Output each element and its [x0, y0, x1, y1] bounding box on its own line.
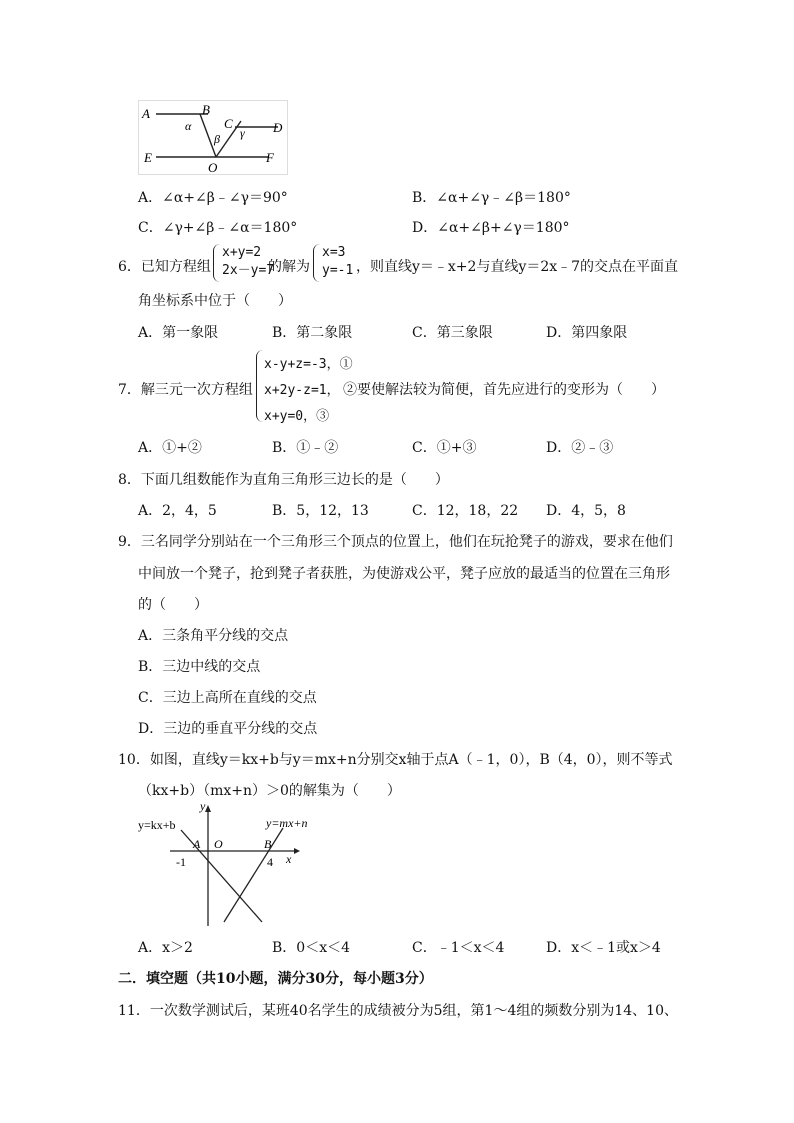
point-a-label: A	[142, 106, 150, 121]
q6-option-c: C．第三象限	[412, 325, 493, 341]
q9-option-a: A．三条角平分线的交点	[138, 628, 289, 644]
label-mx-n: y=mx+n	[266, 816, 308, 830]
q9-line-2: 中间放一个凳子，抢到凳子者获胜，为使游戏公平，凳子应放的最适当的位置在三角形	[138, 566, 670, 582]
section-2-title: 二．填空题（共10小题，满分30分，每小题3分）	[118, 971, 433, 987]
q10-option-c: C．﹣1＜x＜4	[412, 940, 505, 956]
q6-option-d: D．第四象限	[546, 325, 628, 341]
gamma-label: γ	[240, 126, 245, 140]
y-axis-arrow	[205, 805, 211, 812]
point-a-label: A	[193, 837, 201, 851]
point-o-label: O	[208, 160, 218, 175]
q5-option-b: B．∠α+∠γ﹣∠β＝180°	[412, 190, 571, 206]
q10-option-d: D．x＜﹣1或x＞4	[546, 940, 661, 956]
alpha-label: α	[185, 119, 192, 133]
tick-4: 4	[267, 855, 273, 869]
q7-option-d: D．②﹣③	[546, 440, 614, 456]
x-axis-label: x	[286, 852, 292, 866]
origin-label: O	[214, 837, 223, 851]
point-f-label: F	[266, 150, 274, 165]
q7-option-b: B．①﹣②	[272, 440, 339, 456]
q6-system-2: x=3 y=-1	[322, 245, 354, 278]
label-kx-b: y=kx+b	[138, 818, 176, 832]
y-axis-label: y	[200, 800, 206, 813]
line-mx-n	[224, 828, 283, 922]
q6-line2: 角坐标系中位于（ ）	[138, 293, 292, 309]
q8-option-b: B．5，12，13	[272, 503, 369, 519]
q8-option-a: A．2，4，5	[138, 503, 217, 519]
q10-option-b: B．0＜x＜4	[272, 940, 350, 956]
q10-line-2: （kx+b）（mx+n）＞0的解集为（ ）	[138, 783, 401, 799]
q7-option-c: C．①+③	[412, 440, 477, 456]
q8-text: 8．下面几组数能作为直角三角形三边长的是（ ）	[118, 472, 449, 488]
q5-option-d: D．∠α+∠β+∠γ＝180°	[412, 220, 570, 236]
q6-brace-2	[313, 244, 320, 282]
point-b-label: B	[264, 837, 272, 851]
q5-option-a: A．∠α+∠β﹣∠γ＝90°	[138, 190, 288, 206]
q6-prefix: 6．已知方程组	[118, 259, 211, 275]
q6-option-b: B．第二象限	[272, 325, 353, 341]
q6-option-a: A．第一象限	[138, 325, 219, 341]
tick-neg1: -1	[176, 855, 186, 869]
q7-system: x-y+z=-3，① x+2y-z=1， x+y=0，③	[264, 357, 353, 424]
q5-option-c: C．∠γ+∠β﹣∠α＝180°	[138, 220, 298, 236]
q10-option-a: A．x＞2	[138, 940, 193, 956]
point-e-label: E	[144, 150, 152, 165]
q6-suffix: ，则直线y＝﹣x+2与直线y＝2x﹣7的交点在平面直	[356, 259, 679, 275]
q9-option-c: C．三边上高所在直线的交点	[138, 690, 317, 706]
q8-option-d: D．4，5，8	[546, 503, 626, 519]
q10-line-1: 10．如图，直线y＝kx+b与y＝mx+n分别交x轴于点A（﹣1，0），B（4，0），则不等式	[118, 752, 673, 768]
q9-line-1: 9．三名同学分别站在一个三角形三个顶点的位置上，他们在玩抢凳子的游戏，要求在他们	[118, 534, 673, 550]
q7-suffix: ②要使解法较为简便，首先应进行的变形为（ ）	[343, 382, 665, 398]
q11-text: 11．一次数学测试后，某班40名学生的成绩被分为5组，第1～4组的频数分别为14、10、	[118, 1003, 678, 1019]
q9-option-b: B．三边中线的交点	[138, 659, 261, 675]
point-c-label: C	[224, 116, 233, 131]
q6-brace-1	[213, 244, 220, 282]
q7-option-a: A．①+②	[138, 440, 202, 456]
q7-prefix: 7．解三元一次方程组	[118, 382, 253, 398]
beta-label: β	[214, 132, 220, 146]
q8-option-c: C．12，18，22	[412, 503, 519, 519]
linear-functions-graph	[136, 800, 316, 928]
angle-figure	[138, 100, 288, 175]
x-axis-arrow	[294, 848, 300, 854]
q9-option-d: D．三边的垂直平分线的交点	[138, 721, 318, 737]
q6-system-1: x+y=2 2x－y=7	[222, 245, 275, 278]
q9-line-3: 的（ ）	[138, 597, 208, 613]
q6-mid: 的解为	[268, 259, 310, 275]
q7-brace	[256, 350, 263, 422]
point-d-label: D	[273, 120, 283, 135]
point-b-label: B	[202, 102, 210, 117]
